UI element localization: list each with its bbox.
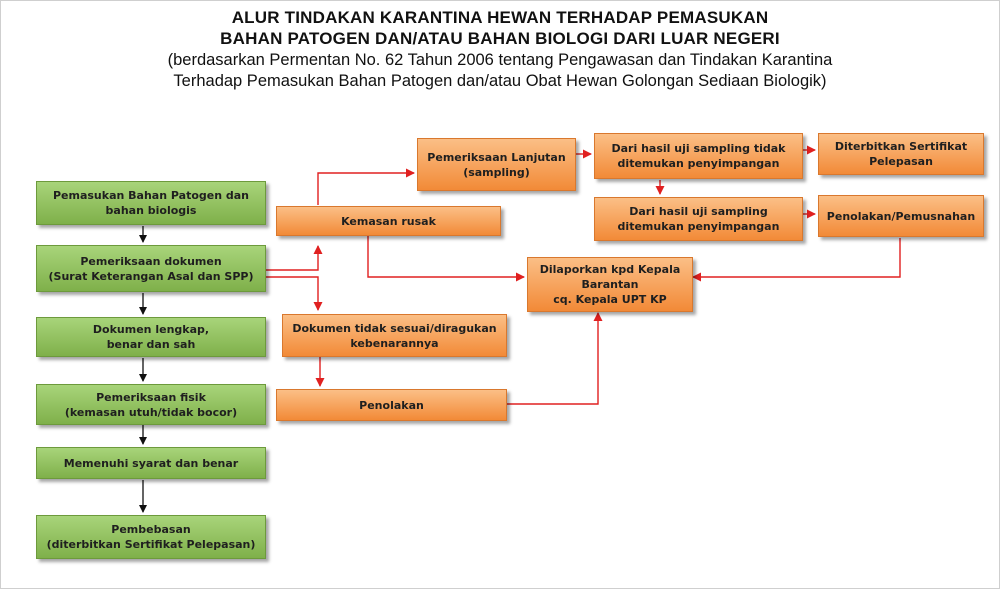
step-dilaporkan-line2: Barantan <box>581 278 639 291</box>
arrow-kemasan-to-lanjutan <box>318 173 414 205</box>
step-pemeriksaan-dokumen-line2: (Surat Keterangan Asal dan SPP) <box>48 269 254 283</box>
step-pemeriksaan-fisik-line1: Pemeriksaan fisik <box>96 390 206 404</box>
step-dokumen-tidak-sesuai-line1: Dokumen tidak sesuai/diragukan <box>292 321 497 335</box>
step-penolakan-line1: Penolakan <box>359 398 424 412</box>
step-hasil-tidak-menyimpang-line1: Dari hasil uji sampling tidak <box>611 142 786 155</box>
step-dokumen-lengkap-line2: benar dan sah <box>106 338 196 351</box>
step-pemeriksaan-lanjutan-line2: (sampling) <box>463 165 530 179</box>
subtitle-line-1: (berdasarkan Permentan No. 62 Tahun 2006 tentang Pengawasan dan Tindakan Karantina <box>167 51 833 69</box>
step-penolakan <box>276 389 507 421</box>
step-sertifikat-pelepasan <box>818 133 984 175</box>
step-dokumen-lengkap-line1: Dokumen lengkap, <box>92 323 210 336</box>
step-hasil-menyimpang-line1: Dari hasil uji sampling <box>629 205 768 218</box>
step-pemeriksaan-lanjutan-line1: Pemeriksaan Lanjutan <box>427 150 566 164</box>
step-pemasukan <box>36 181 266 225</box>
step-dokumen-tidak-sesuai-line2: kebenarannya <box>350 336 439 350</box>
step-dokumen-lengkap <box>36 317 266 357</box>
step-dilaporkan-line3: cq. Kepala UPT KP <box>553 293 667 306</box>
step-hasil-menyimpang-line2: ditemukan penyimpangan <box>617 220 780 233</box>
step-pemasukan-line1: Pemasukan Bahan Patogen dan <box>52 189 250 202</box>
step-pemeriksaan-dokumen-line1: Pemeriksaan dokumen <box>80 254 222 268</box>
step-dilaporkan <box>527 257 693 312</box>
step-sertifikat-pelepasan-line2: Pelepasan <box>869 155 933 168</box>
step-pemasukan-line2: bahan biologis <box>105 204 197 217</box>
arrow-dokumen-to-kemasan-rusak <box>266 246 318 270</box>
step-pemeriksaan-lanjutan <box>417 138 576 191</box>
arrow-kemasan-to-dilaporkan <box>368 236 524 277</box>
step-pembebasan-line2: (diterbitkan Sertifikat Pelepasan) <box>46 538 256 551</box>
step-penolakan-pemusnahan-line1: Penolakan/Pemusnahan <box>826 209 976 223</box>
step-kemasan-rusak-line1: Kemasan rusak <box>341 214 436 228</box>
arrow-dokumen-to-tidak-sesuai <box>266 277 318 310</box>
step-hasil-tidak-menyimpang-line2: ditemukan penyimpangan <box>617 157 780 170</box>
arrow-pemusnahan-to-dilaporkan <box>693 238 900 277</box>
step-pemeriksaan-fisik-line2: (kemasan utuh/tidak bocor) <box>64 405 238 419</box>
step-pemeriksaan-dokumen <box>36 245 266 292</box>
step-dilaporkan-line1: Dilaporkan kpd Kepala <box>539 263 681 276</box>
step-sertifikat-pelepasan-line1: Diterbitkan Sertifikat <box>834 140 968 153</box>
title-line-2: BAHAN PATOGEN DAN/ATAU BAHAN BIOLOGI DARI LUAR NEGERI <box>220 29 780 48</box>
arrow-penolakan-to-dilaporkan <box>507 313 598 404</box>
step-hasil-menyimpang <box>594 197 803 241</box>
step-hasil-tidak-menyimpang <box>594 133 803 179</box>
step-kemasan-rusak <box>276 206 501 236</box>
step-memenuhi-syarat <box>36 447 266 479</box>
step-penolakan-pemusnahan <box>818 195 984 237</box>
step-pembebasan <box>36 515 266 559</box>
step-pemeriksaan-fisik <box>36 384 266 425</box>
subtitle-line-2: Terhadap Pemasukan Bahan Patogen dan/atau Obat Hewan Golongan Sediaan Biologik) <box>173 72 827 90</box>
step-dokumen-tidak-sesuai <box>282 314 507 357</box>
step-pembebasan-line1: Pembebasan <box>111 523 191 536</box>
title-line-1: ALUR TINDAKAN KARANTINA HEWAN TERHADAP PEMASUKAN <box>231 8 769 27</box>
step-memenuhi-syarat-line1: Memenuhi syarat dan benar <box>63 456 239 470</box>
